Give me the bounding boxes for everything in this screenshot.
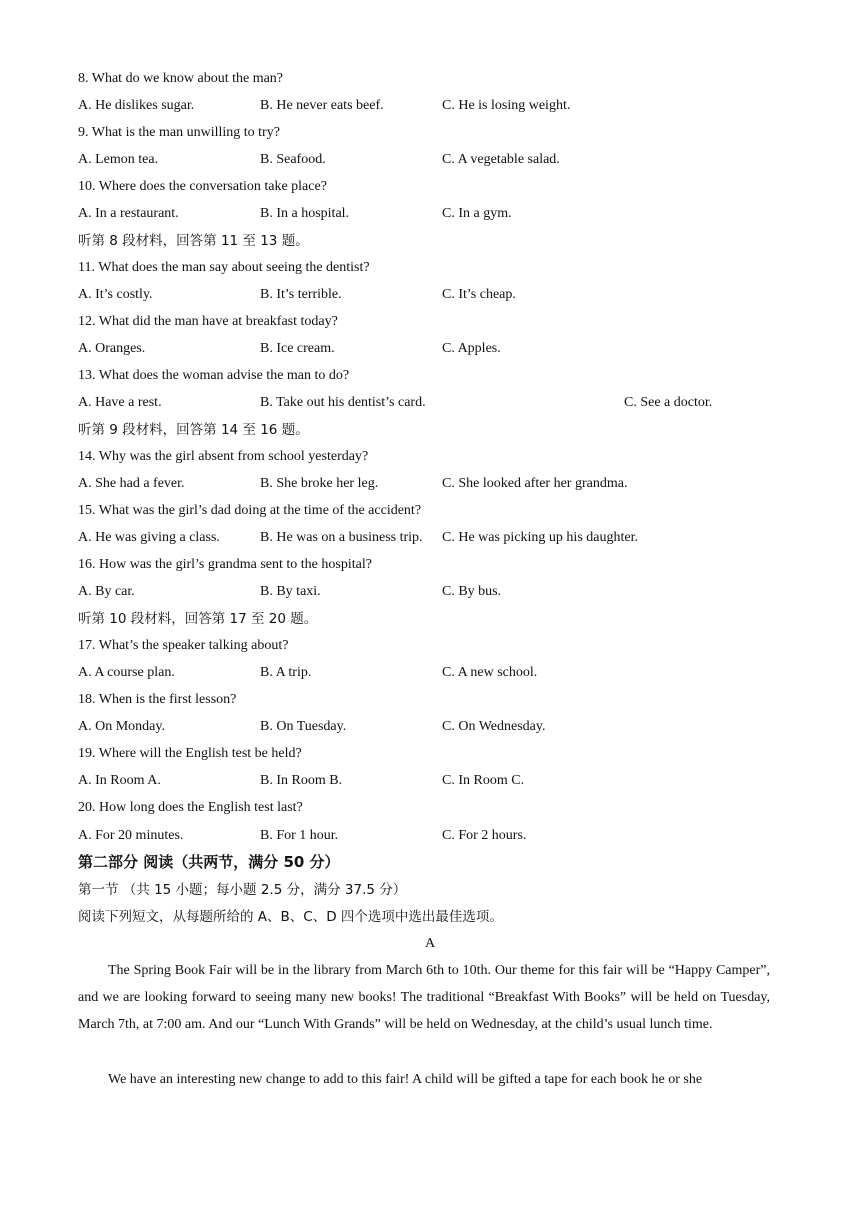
option-20c: C. For 2 hours. [442, 828, 527, 843]
passage-paragraph-2: We have an interesting new change to add to this fair! A child will be gifted a tape for each book he or she [108, 1072, 703, 1087]
option-15b: B. He was on a business trip. [260, 530, 423, 545]
option-19c: C. In Room C. [442, 773, 525, 788]
option-15c: C. He was picking up his daughter. [442, 530, 638, 545]
question-10: 10. Where does the conversation take place? [78, 179, 327, 194]
instruction-section-8: 听第 8 段材料，回答第 11 至 13 题。 [78, 233, 309, 249]
option-11b: B. It’s terrible. [260, 287, 342, 302]
question-9: 9. What is the man unwilling to try? [78, 125, 280, 140]
question-15: 15. What was the girl’s dad doing at the time of the accident? [78, 503, 422, 518]
option-8a: A. He dislikes sugar. [78, 98, 195, 113]
option-11a: A. It’s costly. [78, 287, 153, 302]
option-16c: C. By bus. [442, 584, 502, 599]
part-2-heading: 第二部分 阅读（共两节，满分 50 分） [78, 853, 340, 871]
option-13c: C. See a doctor. [624, 395, 713, 410]
option-16a: A. By car. [78, 584, 135, 599]
option-12c: C. Apples. [442, 341, 501, 356]
question-20: 20. How long does the English test last? [78, 800, 303, 815]
option-13a: A. Have a rest. [78, 395, 162, 410]
option-18a: A. On Monday. [78, 719, 165, 734]
option-9a: A. Lemon tea. [78, 152, 159, 167]
option-19a: A. In Room A. [78, 773, 161, 788]
question-11: 11. What does the man say about seeing the dentist? [78, 260, 370, 275]
option-10b: B. In a hospital. [260, 206, 350, 221]
option-15a: A. He was giving a class. [78, 530, 220, 545]
passage-paragraph-1: The Spring Book Fair will be in the library from March 6th to 10th. Our theme for this fair will be “Happy Camper”, and we are looking forward to seeing many new books! The traditional “Breakfast With Books” will be held on Tuesday, March 7th, at 7:00 am. And our “Lunch With Grands” will be held on Wednesday, at the child’s usual lunch time. [78, 963, 770, 1032]
option-17a: A. A course plan. [78, 665, 175, 680]
option-17b: B. A trip. [260, 665, 312, 680]
option-14b: B. She broke her leg. [260, 476, 379, 491]
option-20a: A. For 20 minutes. [78, 828, 184, 843]
option-17c: C. A new school. [442, 665, 538, 680]
question-12: 12. What did the man have at breakfast today? [78, 314, 338, 329]
question-18: 18. When is the first lesson? [78, 692, 237, 707]
question-13: 13. What does the woman advise the man to do? [78, 368, 350, 383]
option-18c: C. On Wednesday. [442, 719, 546, 734]
instruction-section-9: 听第 9 段材料，回答第 14 至 16 题。 [78, 422, 309, 438]
option-11c: C. It’s cheap. [442, 287, 516, 302]
option-12a: A. Oranges. [78, 341, 146, 356]
question-16: 16. How was the girl’s grandma sent to the hospital? [78, 557, 372, 572]
option-12b: B. Ice cream. [260, 341, 335, 356]
instruction-section-10: 听第 10 段材料，回答第 17 至 20 题。 [78, 611, 318, 627]
section-1-heading: 第一节 （共 15 小题；每小题 2.5 分，满分 37.5 分） [78, 882, 407, 898]
question-17: 17. What’s the speaker talking about? [78, 638, 289, 653]
option-10c: C. In a gym. [442, 206, 512, 221]
question-14: 14. Why was the girl absent from school yesterday? [78, 449, 369, 464]
option-9c: C. A vegetable salad. [442, 152, 560, 167]
passage-label: A [424, 936, 436, 951]
option-14c: C. She looked after her grandma. [442, 476, 628, 491]
option-16b: B. By taxi. [260, 584, 321, 599]
option-9b: B. Seafood. [260, 152, 326, 167]
question-8: 8. What do we know about the man? [78, 71, 284, 86]
option-13b: B. Take out his dentist’s card. [260, 395, 426, 410]
option-8b: B. He never eats beef. [260, 98, 384, 113]
option-8c: C. He is losing weight. [442, 98, 571, 113]
option-10a: A. In a restaurant. [78, 206, 179, 221]
reading-directions: 阅读下列短文，从每题所给的 A、B、C、D 四个选项中选出最佳选项。 [78, 909, 503, 925]
option-19b: B. In Room B. [260, 773, 343, 788]
option-14a: A. She had a fever. [78, 476, 185, 491]
option-20b: B. For 1 hour. [260, 828, 339, 843]
option-18b: B. On Tuesday. [260, 719, 347, 734]
question-19: 19. Where will the English test be held? [78, 746, 302, 761]
